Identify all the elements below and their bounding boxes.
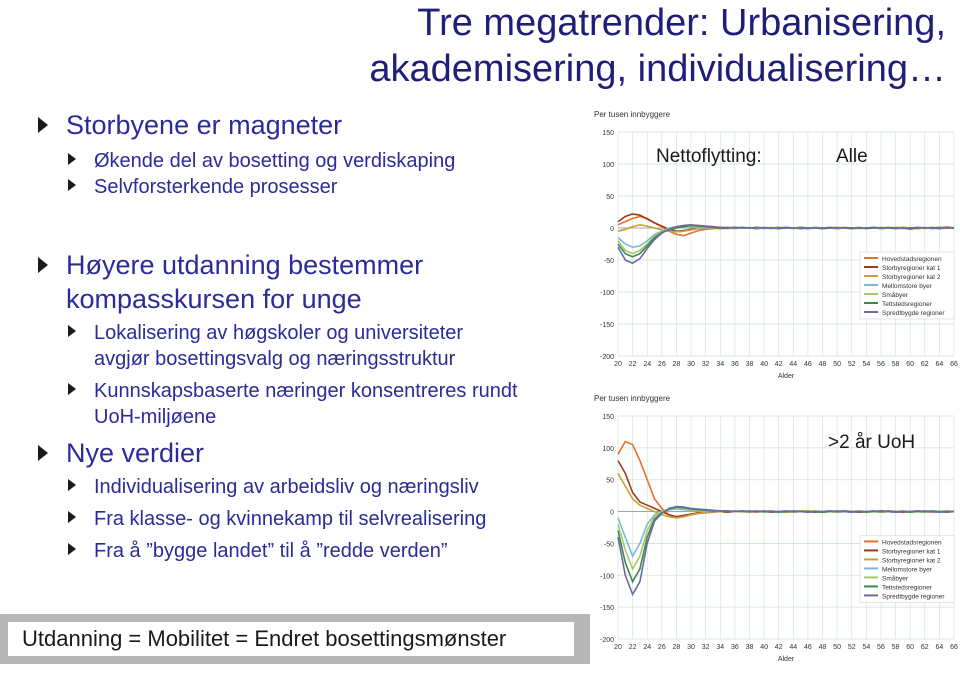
x-tick-label: 34	[716, 644, 725, 651]
bullet-level2	[38, 174, 598, 200]
x-tick-label: 38	[745, 361, 754, 368]
y-tick-label: 0	[610, 509, 614, 517]
legend-label: Spredtbygde regioner	[882, 593, 945, 601]
x-tick-label: 32	[701, 644, 710, 651]
bullet-arrow-icon	[68, 383, 76, 395]
x-tick-label: 46	[804, 361, 812, 368]
x-tick-label: 20	[614, 361, 622, 368]
x-tick-label: 28	[672, 361, 681, 368]
x-tick-label: 24	[643, 644, 652, 651]
bullet-text: Selvforsterkende prosesser	[94, 176, 338, 198]
y-tick-label: 100	[602, 445, 614, 453]
x-axis-label: Alder	[777, 373, 795, 380]
legend-label: Storbyregioner kat 2	[882, 557, 941, 565]
legend-label: Storbyregioner kat 1	[882, 548, 941, 556]
footer-text: Utdanning = Mobilitet = Endret bosettingsmønster	[8, 622, 574, 656]
chart-unit-label: Per tusen innbyggere	[594, 394, 671, 403]
legend-label: Storbyregioner kat 2	[882, 274, 941, 281]
x-tick-label: 48	[818, 644, 827, 651]
x-tick-label: 30	[687, 644, 695, 651]
x-tick-label: 62	[920, 361, 929, 368]
x-tick-label: 36	[730, 644, 739, 651]
x-tick-label: 26	[657, 644, 666, 651]
x-tick-label: 22	[628, 644, 637, 651]
y-tick-label: 50	[606, 194, 614, 201]
y-tick-label: -100	[599, 290, 614, 297]
bullet-text: Storbyene er magneter	[66, 110, 343, 140]
chart-bottom-svg	[592, 392, 960, 669]
x-tick-label: 44	[789, 361, 798, 368]
x-tick-label: 38	[745, 644, 754, 651]
x-tick-label: 58	[891, 644, 900, 651]
y-tick-label: -200	[599, 637, 614, 644]
x-tick-label: 54	[862, 644, 871, 651]
x-tick-label: 30	[687, 361, 695, 368]
x-tick-label: 58	[891, 361, 900, 368]
y-tick-label: 100	[602, 162, 614, 169]
x-tick-label: 46	[804, 644, 812, 651]
bullet-level1	[38, 248, 526, 316]
x-tick-label: 32	[701, 361, 710, 368]
x-tick-label: 42	[774, 644, 783, 651]
chart-overlay-label: Alle	[836, 146, 868, 167]
bullet-arrow-icon	[68, 479, 76, 491]
x-tick-label: 50	[833, 644, 842, 651]
x-tick-label: 60	[906, 361, 915, 368]
legend-label: Hovedstadsregionen	[882, 256, 942, 263]
x-tick-label: 56	[877, 644, 885, 651]
x-tick-label: 60	[906, 644, 915, 651]
series-line	[618, 217, 954, 236]
y-tick-label: -150	[599, 322, 614, 329]
bullet-level1	[38, 436, 598, 470]
bullet-level2	[38, 378, 554, 430]
bullet-arrow-icon	[68, 153, 76, 165]
bullet-arrow-icon	[68, 543, 76, 555]
bullet-level2	[38, 506, 598, 532]
bullet-level2	[38, 320, 524, 372]
slide-title	[246, 0, 946, 92]
y-tick-label: 50	[606, 477, 614, 485]
x-tick-label: 26	[657, 361, 666, 368]
bullet-level2	[38, 148, 598, 174]
chart-top-svg	[592, 108, 960, 386]
x-tick-label: 54	[862, 361, 871, 368]
y-tick-label: 150	[602, 130, 614, 137]
bullet-level2	[38, 474, 598, 500]
bullet-text: Lokalisering av høgskoler og universiteter avgjør bosettingsvalg og næringsstruktur	[94, 322, 464, 370]
y-tick-label: -50	[603, 541, 614, 549]
y-tick-label: 150	[602, 414, 614, 421]
x-tick-label: 40	[760, 361, 768, 368]
chart-unit-label: Per tusen innbyggere	[594, 110, 671, 119]
chart-overlay-label: >2 år UoH	[828, 432, 916, 453]
x-tick-label: 64	[935, 361, 944, 368]
x-tick-label: 66	[950, 644, 958, 651]
y-tick-label: -150	[599, 605, 614, 613]
x-tick-label: 52	[847, 361, 856, 368]
x-axis-label: Alder	[777, 656, 795, 663]
bullet-text: Individualisering av arbeidsliv og næringsliv	[94, 476, 479, 498]
x-tick-label: 66	[950, 361, 958, 368]
bullet-text: Kunnskapsbaserte næringer konsentreres rundt UoH-miljøene	[94, 380, 518, 428]
x-tick-label: 56	[877, 361, 885, 368]
legend-label: Spredtbygde regioner	[882, 310, 945, 317]
legend-label: Tettstedsregioner	[882, 301, 932, 308]
x-tick-label: 28	[672, 644, 681, 651]
bullet-arrow-icon	[68, 325, 76, 337]
x-tick-label: 40	[760, 644, 768, 651]
x-tick-label: 44	[789, 644, 798, 651]
bullet-arrow-icon	[68, 179, 76, 191]
bullet-text: Økende del av bosetting og verdiskaping	[94, 150, 456, 172]
x-tick-label: 24	[643, 361, 652, 368]
x-tick-label: 64	[935, 644, 944, 651]
legend-label: Mellomstore byer	[882, 566, 932, 574]
bullet-arrow-icon	[38, 257, 48, 273]
footer-banner	[0, 614, 590, 664]
x-tick-label: 22	[628, 361, 637, 368]
bullet-arrow-icon	[68, 511, 76, 523]
legend-label: Hovedstadsregionen	[882, 539, 942, 547]
y-tick-label: -100	[599, 573, 614, 581]
bullet-text: Fra klasse- og kvinnekamp til selvrealisering	[94, 508, 487, 530]
x-tick-label: 62	[920, 644, 929, 651]
bullet-text: Høyere utdanning bestemmer kompasskursen for unge	[66, 250, 424, 314]
bullet-text: Nye verdier	[66, 438, 205, 468]
x-tick-label: 34	[716, 361, 725, 368]
x-tick-label: 42	[774, 361, 783, 368]
bullet-level2	[38, 538, 598, 564]
chart-overlay-label: Nettoflytting:	[656, 146, 762, 167]
legend-label: Småbyer	[882, 575, 909, 583]
x-tick-label: 48	[818, 361, 827, 368]
chart-bottom	[592, 392, 960, 669]
x-tick-label: 50	[833, 361, 842, 368]
legend-label: Storbyregioner kat 1	[882, 265, 941, 272]
bullet-level1	[38, 108, 598, 142]
x-tick-label: 36	[730, 361, 739, 368]
x-tick-label: 20	[614, 644, 622, 651]
x-tick-label: 52	[847, 644, 856, 651]
legend-label: Småbyer	[882, 292, 909, 299]
y-tick-label: 0	[610, 226, 614, 233]
y-tick-label: -50	[603, 258, 614, 265]
bullet-text: Fra å ”bygge landet” til å ”redde verden”	[94, 540, 448, 562]
legend-label: Tettstedsregioner	[882, 584, 932, 592]
bullet-arrow-icon	[38, 445, 48, 461]
slide-title-line1: Tre megatrender: Urbanisering,	[417, 2, 946, 44]
chart-top	[592, 108, 960, 386]
legend-label: Mellomstore byer	[882, 283, 932, 290]
y-tick-label: -200	[599, 354, 614, 361]
bullet-list	[38, 108, 598, 564]
bullet-arrow-icon	[38, 117, 48, 133]
slide-title-line2: akademisering, individualisering…	[369, 48, 946, 90]
